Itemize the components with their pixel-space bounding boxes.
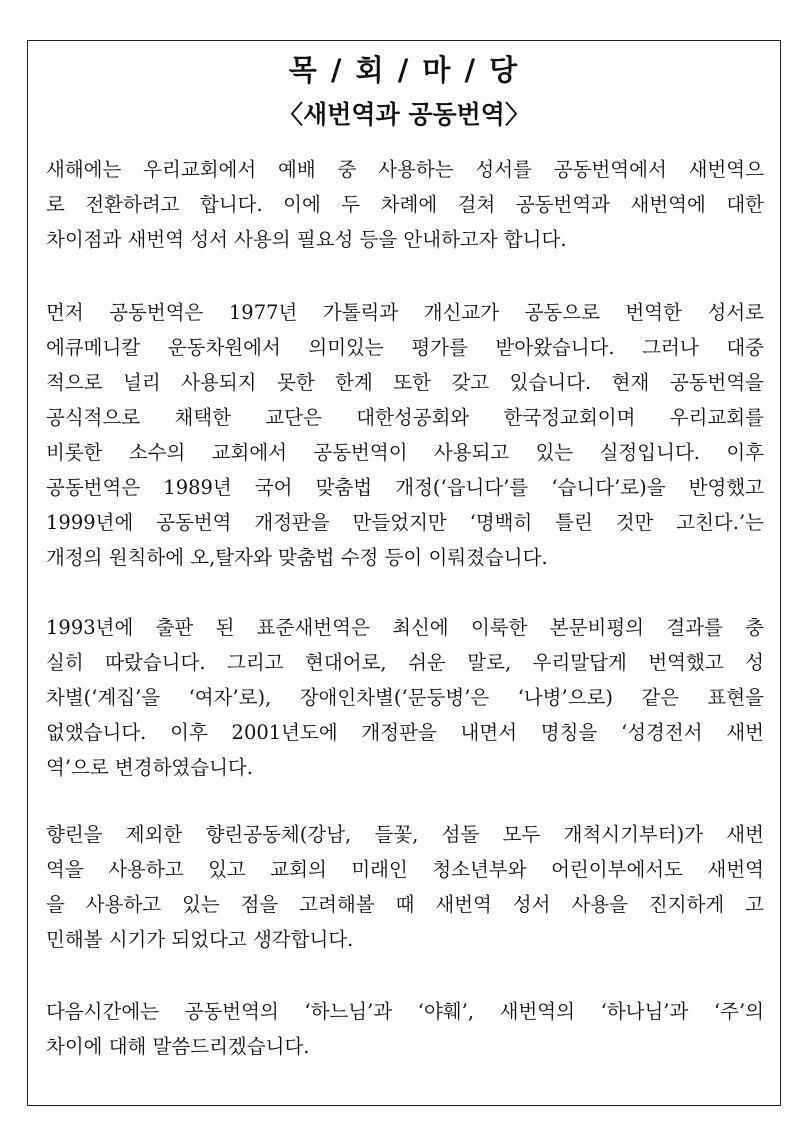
paragraph-intro	[46, 152, 764, 257]
text-line: 먼저 공동번역은 1977년 가톨릭과 개신교가 공동으로 번역한 성서로	[46, 301, 764, 324]
text-line: 을 사용하고 있는 점을 고려해볼 때 새번역 성서 사용을 진지하게 고	[46, 893, 764, 916]
text-line: 로 전환하려고 합니다. 이에 두 차례에 걸쳐 공동번역과 새번역에 대한	[46, 193, 764, 216]
text-line: 새해에는 우리교회에서 예배 중 사용하는 성서를 공동번역에서 새번역으	[46, 158, 764, 181]
text-line: 공동번역은 1989년 국어 맞춤법 개정(‘읍니다’를 ‘습니다’로)을 반영했고	[46, 476, 764, 499]
text-line: 없앴습니다. 이후 2001년도에 개정판을 내면서 명칭을 ‘성경전서 새번	[46, 721, 764, 744]
text-line: 적으로 널리 사용되지 못한 한계 또한 갖고 있습니다. 현재 공동번역을	[46, 371, 764, 394]
text-line: 향린을 제외한 향린공동체(강남, 들꽃, 섬돌 모두 개척시기부터)가 새번	[46, 823, 764, 846]
text-line: 민해볼 시기가 되었다고 생각합니다.	[46, 928, 354, 951]
text-line: 역을 사용하고 있고 교회의 미래인 청소년부와 어린이부에서도 새번역	[46, 858, 764, 881]
paragraph-joint-translation	[46, 295, 764, 575]
paragraph-community-usage	[46, 817, 764, 957]
document-title: 목 / 회 / 마 / 당	[288, 53, 520, 87]
paragraph-new-translation	[46, 610, 764, 785]
text-line: 1999년에 공동번역 개정판을 만들었지만 ‘명백히 틀린 것만 고친다.’는	[46, 511, 764, 534]
text-line: 개정의 원칙하에 오,탈자와 맞춤법 수정 등이 이뤄졌습니다.	[46, 546, 548, 569]
paragraph-next-time	[46, 994, 764, 1064]
text-line: 실히 따랐습니다. 그리고 현대어로, 쉬운 말로, 우리말답게 번역했고 성	[46, 651, 764, 674]
text-line: 다음시간에는 공동번역의 ‘하느님’과 ‘야훼’, 새번역의 ‘하나님’과 ‘주’의	[46, 1000, 764, 1023]
text-line: 차별(‘계집’을 ‘여자’로), 장애인차별(‘문둥병’은 ‘나병’으로) 같은 표현을	[46, 686, 764, 709]
text-line: 차이에 대해 말씀드리겠습니다.	[46, 1035, 310, 1058]
text-line: 역’으로 변경하였습니다.	[46, 756, 253, 779]
text-line: 1993년에 출판 된 표준새번역은 최신에 이룩한 본문비평의 결과를 충	[46, 616, 764, 639]
text-line: 비롯한 소수의 교회에서 공동번역이 사용되고 있는 실정입니다. 이후	[46, 441, 764, 464]
text-line: 차이점과 새번역 성서 사용의 필요성 등을 안내하고자 합니다.	[46, 228, 567, 251]
text-line: 에큐메니칼 운동차원에서 의미있는 평가를 받아왔습니다. 그러나 대중	[46, 336, 764, 359]
text-line: 공식적으로 채택한 교단은 대한성공회와 한국정교회이며 우리교회를	[46, 406, 764, 429]
document-subtitle: 〈새번역과 공동번역〉	[278, 100, 530, 129]
